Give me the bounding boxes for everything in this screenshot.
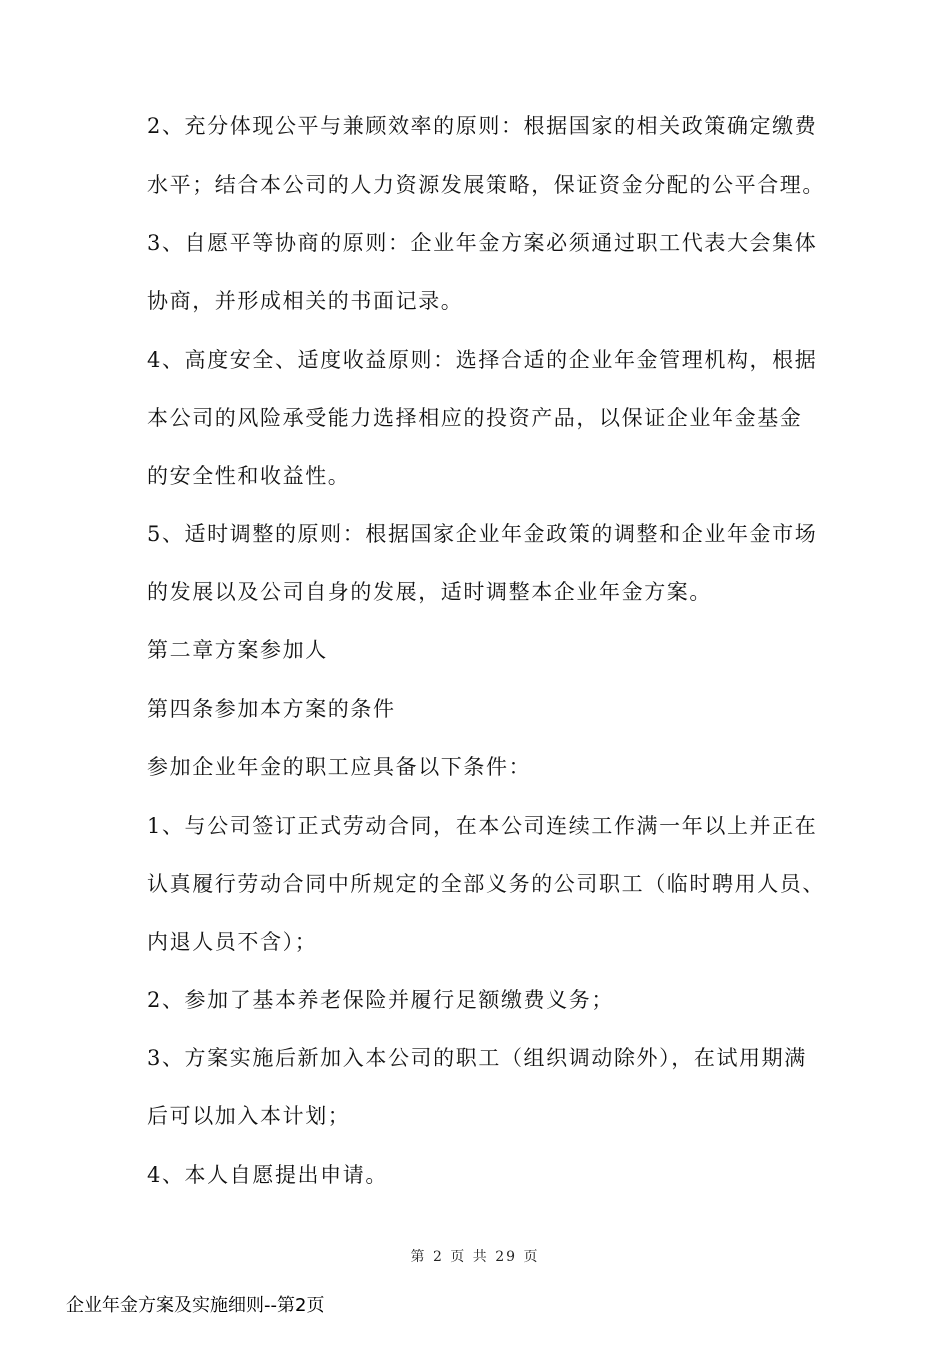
body-text-line: 4、本人自愿提出申请。 (147, 1163, 388, 1187)
body-text-line: 3、方案实施后新加入本公司的职工（组织调动除外），在试用期满 (147, 1046, 807, 1070)
body-text-line: 的安全性和收益性。 (147, 464, 351, 488)
body-text-line: 3、自愿平等协商的原则：企业年金方案必须通过职工代表大会集体 (147, 231, 818, 255)
body-text-line: 2、参加了基本养老保险并履行足额缴费义务； (147, 988, 614, 1012)
body-text-line: 2、充分体现公平与兼顾效率的原则：根据国家的相关政策确定缴费 (147, 114, 818, 138)
chapter-heading: 第二章方案参加人 (147, 638, 328, 662)
document-caption: 企业年金方案及实施细则--第2页 (66, 1295, 325, 1316)
body-text-line: 内退人员不含）； (147, 930, 318, 954)
body-text-line: 本公司的风险承受能力选择相应的投资产品，以保证企业年金基金 (147, 406, 803, 430)
body-text-line: 水平；结合本公司的人力资源发展策略，保证资金分配的公平合理。 (147, 173, 825, 197)
page-number-footer: 第 2 页 共 29 页 (410, 1249, 540, 1265)
body-text-line: 认真履行劳动合同中所规定的全部义务的公司职工（临时聘用人员、 (147, 872, 825, 896)
body-text-line: 1、与公司签订正式劳动合同，在本公司连续工作满一年以上并正在 (147, 814, 818, 838)
body-text-line: 参加企业年金的职工应具备以下条件： (147, 755, 532, 779)
body-text-line: 5、适时调整的原则：根据国家企业年金政策的调整和企业年金市场 (147, 522, 818, 546)
body-text-line: 4、高度安全、适度收益原则：选择合适的企业年金管理机构，根据 (147, 348, 818, 372)
body-text-line: 协商，并形成相关的书面记录。 (147, 289, 464, 313)
article-heading: 第四条参加本方案的条件 (147, 697, 396, 721)
body-text-line: 的发展以及公司自身的发展，适时调整本企业年金方案。 (147, 580, 712, 604)
body-text-line: 后可以加入本计划； (147, 1104, 351, 1128)
